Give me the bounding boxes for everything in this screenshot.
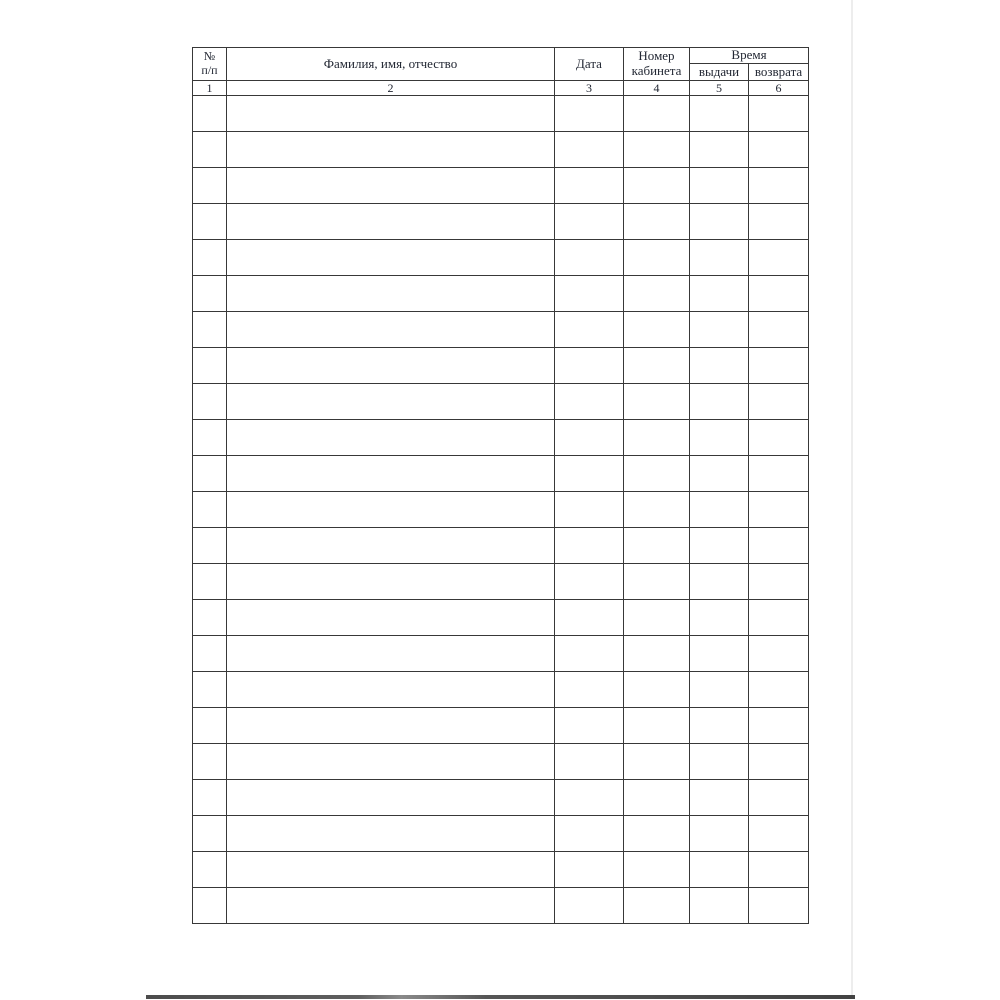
empty-cell xyxy=(624,600,690,636)
table-row xyxy=(193,816,809,852)
empty-cell xyxy=(749,708,809,744)
empty-cell xyxy=(749,780,809,816)
empty-cell xyxy=(690,96,749,132)
empty-cell xyxy=(555,276,624,312)
empty-cell xyxy=(690,636,749,672)
empty-cell xyxy=(555,672,624,708)
empty-cell xyxy=(193,168,227,204)
empty-cell xyxy=(690,888,749,924)
empty-cell xyxy=(193,636,227,672)
empty-cell xyxy=(227,744,555,780)
col-header-room-number-text: Номер кабинета xyxy=(631,48,682,78)
empty-cell xyxy=(193,888,227,924)
table-row xyxy=(193,276,809,312)
empty-cell xyxy=(749,600,809,636)
empty-cell xyxy=(227,420,555,456)
empty-cell xyxy=(749,348,809,384)
empty-cell xyxy=(749,816,809,852)
empty-cell xyxy=(624,276,690,312)
empty-cell xyxy=(227,312,555,348)
empty-cell xyxy=(749,636,809,672)
empty-cell xyxy=(227,168,555,204)
empty-cell xyxy=(193,204,227,240)
empty-cell xyxy=(227,600,555,636)
empty-cell xyxy=(227,564,555,600)
empty-cell xyxy=(227,240,555,276)
empty-cell xyxy=(193,852,227,888)
empty-cell xyxy=(690,852,749,888)
col-header-full-name: Фамилия, имя, отчество xyxy=(227,48,555,81)
empty-cell xyxy=(193,240,227,276)
empty-cell xyxy=(690,456,749,492)
empty-cell xyxy=(555,852,624,888)
empty-cell xyxy=(193,528,227,564)
table-row xyxy=(193,168,809,204)
col-header-number xyxy=(193,48,227,81)
col-header-number-line1: № xyxy=(203,49,216,64)
empty-cell xyxy=(193,348,227,384)
empty-cell xyxy=(555,168,624,204)
empty-cell xyxy=(690,600,749,636)
col-header-date: Дата xyxy=(555,48,624,81)
empty-cell xyxy=(624,240,690,276)
empty-cell xyxy=(624,564,690,600)
empty-cell xyxy=(624,780,690,816)
empty-cell xyxy=(227,132,555,168)
empty-cell xyxy=(193,312,227,348)
col-header-time: Время xyxy=(690,48,809,64)
empty-cell xyxy=(749,96,809,132)
empty-cell xyxy=(749,420,809,456)
empty-cell xyxy=(690,132,749,168)
page-right-edge xyxy=(851,0,853,996)
empty-cell xyxy=(624,852,690,888)
table-row xyxy=(193,240,809,276)
empty-cell xyxy=(690,492,749,528)
empty-cell xyxy=(624,312,690,348)
table-row xyxy=(193,708,809,744)
empty-cell xyxy=(193,672,227,708)
empty-cell xyxy=(690,816,749,852)
empty-cell xyxy=(193,744,227,780)
empty-cell xyxy=(555,600,624,636)
empty-cell xyxy=(555,348,624,384)
empty-cell xyxy=(749,564,809,600)
empty-cell xyxy=(555,708,624,744)
empty-cell xyxy=(690,348,749,384)
empty-cell xyxy=(227,276,555,312)
column-index-5: 5 xyxy=(690,81,749,96)
empty-cell xyxy=(555,384,624,420)
empty-cell xyxy=(193,600,227,636)
column-index-row xyxy=(193,81,809,96)
empty-cell xyxy=(690,420,749,456)
empty-cell xyxy=(749,240,809,276)
empty-cell xyxy=(690,312,749,348)
empty-cell xyxy=(749,672,809,708)
header-row-top xyxy=(193,48,809,64)
empty-cell xyxy=(749,312,809,348)
empty-cell xyxy=(227,384,555,420)
empty-cell xyxy=(749,168,809,204)
table-row xyxy=(193,564,809,600)
empty-cell xyxy=(624,420,690,456)
empty-cell xyxy=(193,132,227,168)
empty-cell xyxy=(193,384,227,420)
empty-cell xyxy=(555,96,624,132)
table-row xyxy=(193,852,809,888)
empty-cell xyxy=(555,312,624,348)
table-row xyxy=(193,888,809,924)
empty-cell xyxy=(555,240,624,276)
empty-cell xyxy=(624,456,690,492)
empty-cell xyxy=(749,132,809,168)
empty-cell xyxy=(193,456,227,492)
empty-cell xyxy=(555,744,624,780)
empty-cell xyxy=(555,780,624,816)
col-header-number-line2: п/п xyxy=(201,63,218,77)
empty-cell xyxy=(555,204,624,240)
empty-cell xyxy=(624,492,690,528)
empty-cell xyxy=(227,492,555,528)
column-index-1: 1 xyxy=(193,81,227,96)
empty-cell xyxy=(624,528,690,564)
empty-cell xyxy=(749,456,809,492)
empty-cell xyxy=(749,528,809,564)
empty-cell xyxy=(193,96,227,132)
page-bottom-edge xyxy=(146,995,855,999)
empty-cell xyxy=(624,384,690,420)
empty-cell xyxy=(624,708,690,744)
table-row xyxy=(193,456,809,492)
column-index-2: 2 xyxy=(227,81,555,96)
empty-cell xyxy=(624,888,690,924)
table-row xyxy=(193,636,809,672)
empty-cell xyxy=(690,672,749,708)
empty-cell xyxy=(193,492,227,528)
empty-cell xyxy=(555,888,624,924)
col-header-time-issue: выдачи xyxy=(690,64,749,81)
register-table xyxy=(192,47,809,924)
empty-cell xyxy=(193,816,227,852)
table-body xyxy=(193,96,809,924)
table-row xyxy=(193,348,809,384)
empty-cell xyxy=(690,744,749,780)
empty-cell xyxy=(193,780,227,816)
empty-cell xyxy=(193,564,227,600)
empty-cell xyxy=(690,708,749,744)
empty-cell xyxy=(555,492,624,528)
empty-cell xyxy=(555,564,624,600)
empty-cell xyxy=(690,564,749,600)
empty-cell xyxy=(227,528,555,564)
empty-cell xyxy=(555,816,624,852)
table-row xyxy=(193,420,809,456)
empty-cell xyxy=(624,816,690,852)
empty-cell xyxy=(690,384,749,420)
empty-cell xyxy=(227,348,555,384)
empty-cell xyxy=(227,780,555,816)
empty-cell xyxy=(749,384,809,420)
table-row xyxy=(193,780,809,816)
empty-cell xyxy=(624,204,690,240)
table-row xyxy=(193,528,809,564)
table-header xyxy=(193,48,809,96)
empty-cell xyxy=(690,780,749,816)
column-index-3: 3 xyxy=(555,81,624,96)
empty-cell xyxy=(193,420,227,456)
table-row xyxy=(193,204,809,240)
empty-cell xyxy=(690,240,749,276)
empty-cell xyxy=(624,348,690,384)
empty-cell xyxy=(749,888,809,924)
empty-cell xyxy=(624,636,690,672)
table-row xyxy=(193,600,809,636)
empty-cell xyxy=(227,636,555,672)
empty-cell xyxy=(227,888,555,924)
empty-cell xyxy=(624,672,690,708)
empty-cell xyxy=(227,672,555,708)
empty-cell xyxy=(555,420,624,456)
empty-cell xyxy=(690,168,749,204)
table-row xyxy=(193,672,809,708)
empty-cell xyxy=(690,204,749,240)
empty-cell xyxy=(555,132,624,168)
table-row xyxy=(193,744,809,780)
table-row xyxy=(193,384,809,420)
table-row xyxy=(193,96,809,132)
empty-cell xyxy=(227,852,555,888)
empty-cell xyxy=(749,492,809,528)
empty-cell xyxy=(624,132,690,168)
column-index-4: 4 xyxy=(624,81,690,96)
empty-cell xyxy=(227,816,555,852)
table-row xyxy=(193,312,809,348)
empty-cell xyxy=(690,276,749,312)
empty-cell xyxy=(624,744,690,780)
table-row xyxy=(193,492,809,528)
empty-cell xyxy=(227,96,555,132)
col-header-room-number xyxy=(624,48,690,81)
empty-cell xyxy=(555,636,624,672)
column-index-6: 6 xyxy=(749,81,809,96)
empty-cell xyxy=(193,276,227,312)
empty-cell xyxy=(749,276,809,312)
empty-cell xyxy=(227,204,555,240)
table-row xyxy=(193,132,809,168)
empty-cell xyxy=(227,708,555,744)
empty-cell xyxy=(749,204,809,240)
empty-cell xyxy=(624,96,690,132)
col-header-time-return: возврата xyxy=(749,64,809,81)
empty-cell xyxy=(690,528,749,564)
empty-cell xyxy=(555,456,624,492)
empty-cell xyxy=(193,708,227,744)
empty-cell xyxy=(749,744,809,780)
empty-cell xyxy=(555,528,624,564)
empty-cell xyxy=(227,456,555,492)
empty-cell xyxy=(749,852,809,888)
empty-cell xyxy=(624,168,690,204)
